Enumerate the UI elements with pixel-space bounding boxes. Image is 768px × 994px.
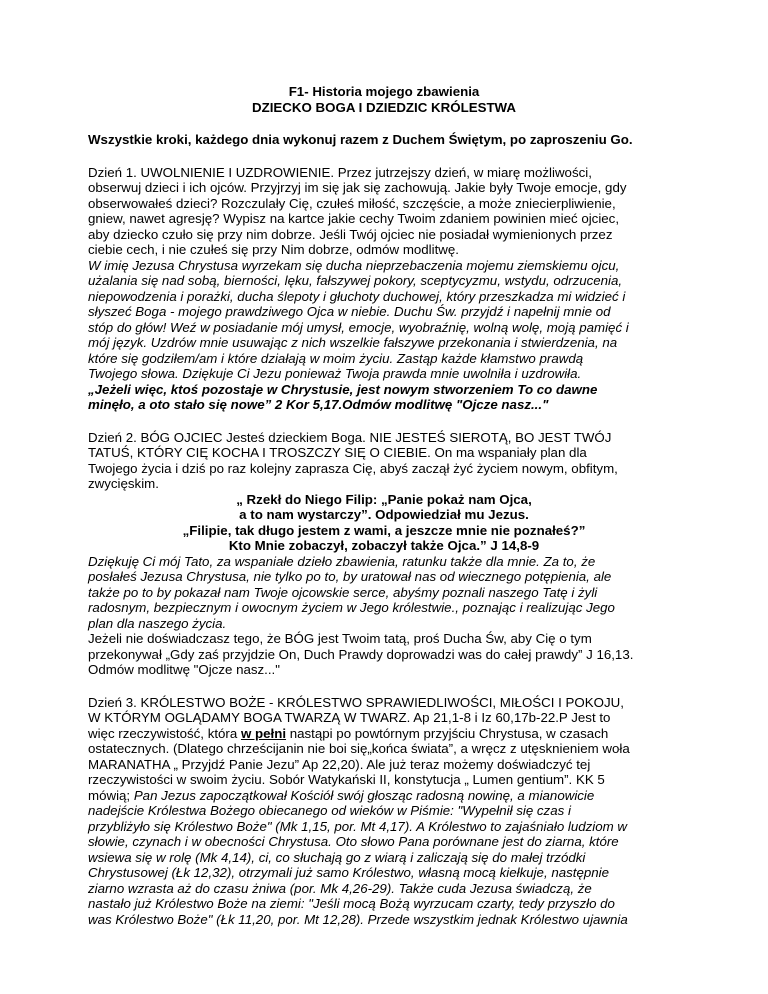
text-line: wsiewa się w rolę (Mk 4,14), ci, co słuchają go z wiarą i zaliczają się do małej trzódki	[88, 849, 586, 865]
text-line: aby dziecko czuło się przy nim dobrze. Jeśli Twój ojciec nie posiadał wymienionych przez	[88, 226, 613, 242]
text-span: mówią;	[88, 787, 134, 803]
text-line: gniew, nawet agresję? Wypisz na kartce jakie cechy Twoim zdaniem powinien mieć ojciec,	[88, 211, 620, 226]
text-line: Kto Mnie zobaczył, zobaczył także Ojca.” J 14,8-9	[228, 538, 540, 553]
text-line: Dzień 2. BÓG OJCIEC Jesteś dzieckiem Boga. NIE JESTEŚ SIEROTĄ, BO JEST TWÓJ	[88, 429, 612, 445]
text-line: minęło, a oto stało się nowe” 2 Kor 5,17.Odmów modlitwę "Ojcze nasz..."	[88, 397, 549, 412]
text-line: obserwuj dzieci i ich ojców. Przyjrzyj im się jak się zachowują. Jakie były Twoje emocje, gdy	[88, 180, 627, 195]
document-page	[88, 84, 680, 927]
text-line: przekonywał „Gdy zaś przyjdzie On, Duch Prawdy doprowadzi was do całej prawdy” J 16,13.	[88, 646, 634, 662]
text-line: obserwowałeś dzieci? Rozczulały Cię, czułeś miłość, szczęście, a może zniecierpliwienie,	[88, 195, 616, 211]
text-line: plan dla naszego życia.	[88, 615, 227, 631]
text-line: Twojego życia i dziś po raz kolejny zaprasza Cię, abyś zaczął żyć życiem nowym, obfitym,	[88, 460, 618, 476]
text-line: Dzień 3. KRÓLESTWO BOŻE - KRÓLESTWO SPRAWIEDLIWOŚCI, MIŁOŚCI I POKOJU,	[88, 694, 624, 710]
text-line: Jeżeli nie doświadczasz tego, że BÓG jest Twoim tatą, proś Ducha Św, aby Cię o tym	[88, 631, 592, 646]
text-line: stóp do głów! Weź w posiadanie mój umysł, emocje, wyobraźnię, wolną wolę, moją pamięć i	[88, 319, 629, 335]
text-line: niepowodzenia i porażki, ducha ślepoty i głuchoty duchowej, który przeszkadza mi widzieć i	[88, 288, 626, 304]
text-line: rzeczywistości w swoim życiu. Sobór Watykański II, konstytucja „ Lumen gentium”. KK 5	[88, 772, 605, 787]
intro-instruction: Wszystkie kroki, każdego dnia wykonuj razem z Duchem Świętym, po zaproszeniu Go.	[88, 132, 633, 147]
text-line: które się godziłem/am i które działają w moim życiu. Zastąp każde kłamstwo prawdą	[88, 350, 584, 366]
day2-plain	[88, 430, 680, 492]
day2-section	[88, 430, 680, 678]
day3-quote	[88, 803, 680, 927]
text-line: zwycięskim.	[88, 476, 159, 491]
day1-plain	[88, 165, 680, 258]
text-line: Odmów modlitwę "Ojcze nasz..."	[88, 662, 280, 677]
day3-section	[88, 695, 680, 928]
day2-closing	[88, 631, 680, 678]
day2-quote	[88, 492, 680, 554]
text-line: posłałeś Jezusa Chrystusa, nie tylko po to, by uratował nas od wiecznego potępienia, ale	[88, 569, 612, 584]
text-line: ostatecznych. (Dlatego chrześcijanin nie boi się„końca świata”, a wręcz z utęsknieniem woła	[88, 741, 630, 756]
text-line: ziarno wzrasta aż do czasu żniwa (por. Mk 4,26-29). Także cuda Jezusa świadczą, że	[88, 880, 592, 896]
text-line: was Królestwo Boże" (Łk 11,20, por. Mt 12,28). Przede wszystkim jednak Królestwo ujawnia	[88, 911, 628, 927]
text-span: Pan Jezus zapoczątkował Kościół swój głosząc radosną nowinę, a mianowicie	[133, 787, 595, 803]
text-line: „Filipie, tak długo jestem z wami, a jeszcze mnie nie poznałeś?”	[182, 522, 586, 538]
text-line: przybliżyło się Królestwo Boże" (Mk 1,15, por. Mt 4,17). A Królestwo to zajaśniało ludziom w	[88, 818, 628, 834]
text-line: „ Rzekł do Niego Filip: „Panie pokaż nam Ojca,	[236, 491, 532, 507]
text-line: MARANATHA „ Przyjdź Panie Jezu” Ap 22,20). Ale już teraz możemy doświadczyć tej	[88, 756, 591, 772]
day1-prayer	[88, 258, 680, 382]
document-subtitle: DZIECKO BOGA I DZIEDZIC KRÓLESTWA	[252, 99, 516, 115]
day1-section	[88, 165, 680, 413]
text-line	[88, 726, 680, 742]
text-line: nastało już Królestwo Boże na ziemi: "Jeśli mocą Bożą wyrzucam czarty, tedy przyszło do	[88, 896, 615, 911]
document-title: F1- Historia mojego zbawienia	[288, 84, 480, 99]
text-line: Chrystusowej (Łk 12,32), otrzymali już samo Królestwo, własną mocą kiełkuje, następnie	[88, 865, 610, 880]
text-line: Dziękuję Ci mój Tato, za wspaniałe dzieło zbawienia, ratunku także dla mnie. Za to, że	[88, 553, 596, 569]
day2-prayer	[88, 554, 680, 632]
text-line: nadejście Królestwa Bożego obiecanego od wieków w Piśmie: "Wypełnił się czas i	[88, 803, 571, 818]
text-span: więc rzeczywistość, która	[88, 725, 241, 741]
text-line: użalania się nad sobą, bierności, lęku, fałszywej pokory, sceptycyzmu, wstydu, odrzucenia,	[88, 273, 623, 288]
text-line: mój język. Uzdrów mnie usuwając z nich wszelkie fałszywe przekonania i stwierdzenia, na	[88, 335, 618, 350]
emphasis-w-pelni: w pełni	[240, 725, 287, 741]
text-line: Dzień 1. UWOLNIENIE I UZDROWIENIE. Przez jutrzejszy dzień, w miarę możliwości,	[88, 164, 592, 180]
text-line: także po to by pokazał nam Twoje ojcowskie serce, abyśmy poznali naszego Tatę i żyli	[88, 584, 598, 600]
text-line	[88, 788, 680, 804]
text-line: słyszeć Boga - mojego prawdziwego Ojca w niebie. Duchu Św. przyjdź i napełnij mnie od	[88, 304, 611, 319]
text-line: W imię Jezusa Chrystusa wyrzekam się ducha nieprzebaczenia mojemu ziemskiemu ojcu,	[88, 257, 620, 273]
text-line: Twojego słowa. Dziękuje Ci Jezu ponieważ Twoja prawda mnie uwolniła i uzdrowiła.	[88, 366, 582, 381]
text-line: a to nam wystarczy”. Odpowiedział mu Jezus.	[239, 507, 529, 522]
text-line: TATUŚ, KTÓRY CIĘ KOCHA I TROSZCZY SIĘ O CIEBIE. On ma wspaniały plan dla	[88, 445, 587, 460]
text-line: słowie, czynach i w obecności Chrystusa. Oto słowo Pana porównane jest do ziarna, które	[88, 834, 619, 849]
text-line: W KTÓRYM OGLĄDAMY BOGA TWARZĄ W TWARZ. Ap 21,1-8 i Iz 60,17b-22.P Jest to	[88, 710, 611, 725]
text-span: nastąpi po powtórnym przyjściu Chrystusa, w czasach	[286, 725, 609, 741]
text-line: ciebie cech, i nie czułeś się przy Nim dobrze, odmów modlitwę.	[88, 242, 459, 257]
text-line: radosnym, bezpiecznym i owocnym życiem w Jego królestwie., poznając i realizując Jego	[88, 600, 615, 615]
day1-scripture	[88, 382, 680, 413]
text-line: „Jeżeli więc, ktoś pozostaje w Chrystusie, jest nowym stworzeniem To co dawne	[88, 381, 598, 397]
